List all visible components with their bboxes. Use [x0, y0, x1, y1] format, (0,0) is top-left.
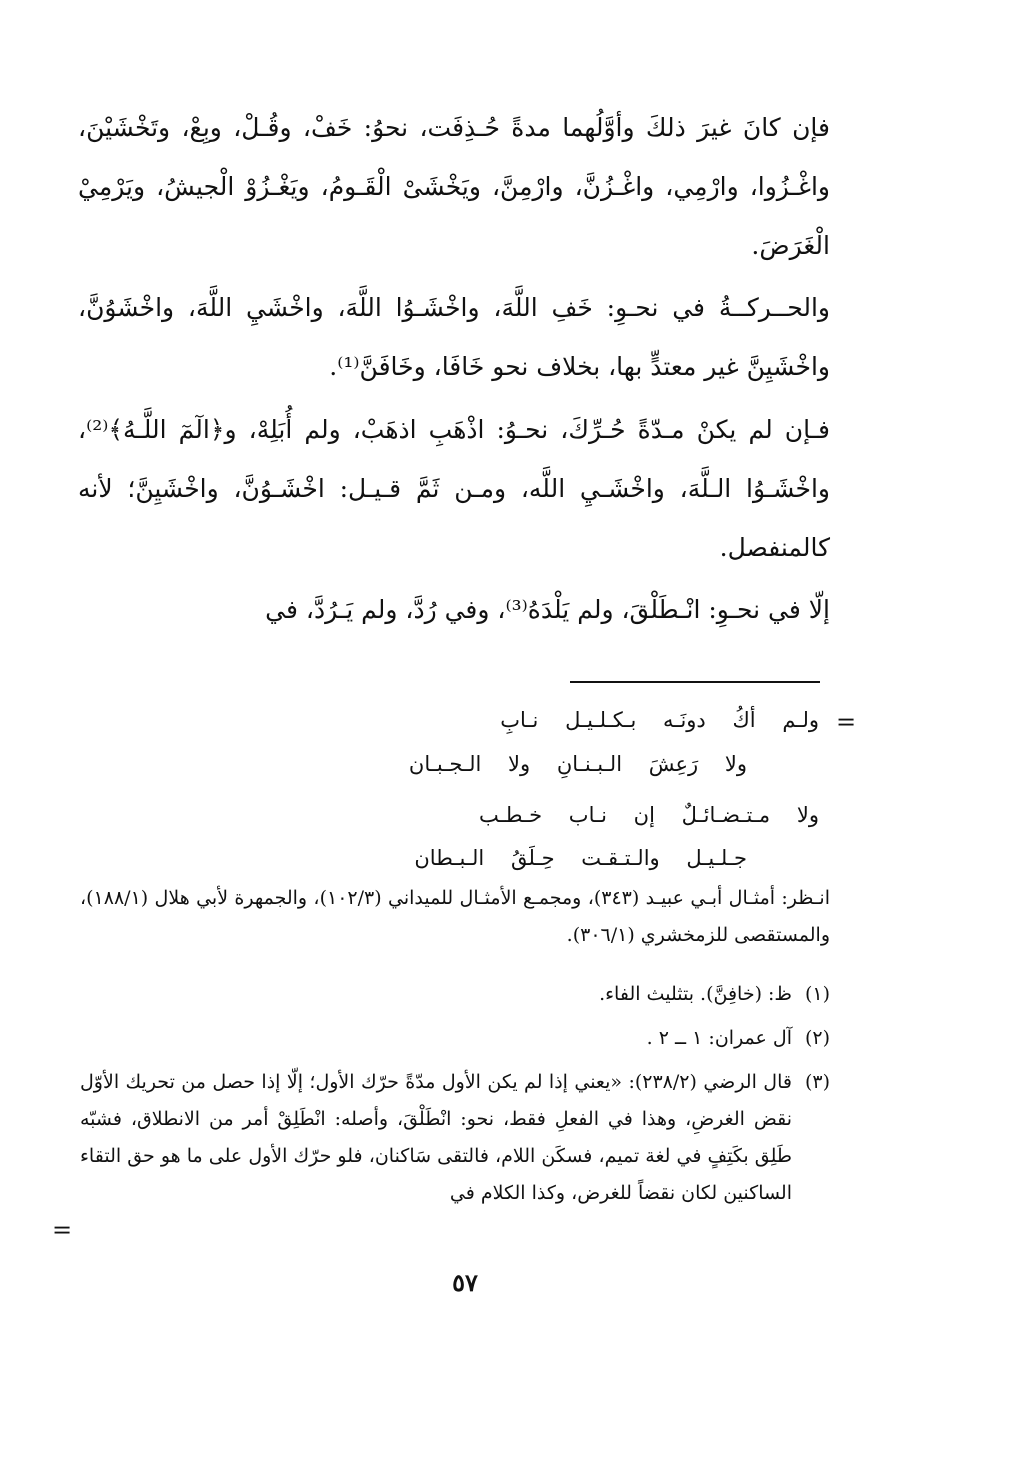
- page-number: ٥٧: [452, 1268, 478, 1297]
- paragraph-2: والحــركــةُ في نحـوِ: خَفِ اللَّهَ، واخْشَـوُا اللَّهَ، واخْشَيِ اللَّهَ، واخْشَوُنَّ، واخْشَيِنَّ غير معتدٍّ بها، بخلاف نحو خَافَا، وخَافَنَّ⁽¹⁾.: [78, 293, 830, 381]
- footnote-separator: [570, 681, 820, 683]
- footnote-text: ظ: (خافِنَّ). بتثليث الفاء.: [599, 983, 792, 1005]
- continuation-mark-top: =: [836, 708, 857, 736]
- paragraph-3: فـإن لم يكنْ مـدّةً حُـرِّكَ، نحـوُ: اذْهَبِ اذهَبْ، ولم أُبَلِهْ، و﴿الٓمٓ اللَّـهُ﴾⁽²⁾، واخْشَـوُا الـلَّهَ، واخْشَـيِ اللَّه، ومـن ثَمَّ قـيـل: اخْشَـوُنَّ، واخْشَيِنَّ؛ لأنه كالمنفصل.: [78, 415, 830, 562]
- footnote-text: قال الرضي (٢٣٨/٢): «يعني إذا لم يكن الأول مدّةً حرّك الأول؛ إلّا إذا حصل من تحريك الأوّل نقض الغرضِ، وهذا في الفعلِ فقط، نحو: انْطَلْقَ، وأصله: انْطَلِقْ أمر من الانطلاق، فشبّه طَلِق بكَتِفٍ في لغة تميم، فسكَن اللام، فالتقى سَاكنان، فلو حرّك الأول على ما هو حق التقاء الساكنين لكان نقضاً للغرض، وكذا الكلام في: [80, 1071, 792, 1204]
- footnote-3: [80, 1064, 830, 1212]
- continuation-mark-bottom: =: [52, 1216, 73, 1244]
- footnote-source-note: انـظر: أمثـال أبـي عبيـد (٣٤٣)، ومجمـع الأمثـال للميداني (١٠٢/٣)، والجمهرة لأبي هلال (١٨٨/١)، والمستقصى للزمخشري (٣٠٦/١).: [80, 887, 830, 946]
- footnote-text: آل عمران: ١ ــ ٢ .: [646, 1027, 792, 1049]
- footnote-number: (٣): [804, 1071, 830, 1093]
- paragraph-1: فإن كانَ غيرَ ذلكَ وأوَّلُهما مدةً حُـذِفَت، نحوُ: خَفْ، وقُـلْ، وبِعْ، وتَخْشَيْنَ، واغْـزُوا، وارْمِي، واغْـزُنَّ، وارْمِنَّ، ويَخْشَىْ الْقَـومُ، ويَغْـزُوْ الْجيشُ، ويَرْمِيْ الْغَرَضَ.: [78, 113, 830, 260]
- footnote-number: (٢): [804, 1027, 830, 1049]
- verse-line-4: جـلـيـل والـتـقـت حِـلَقُ الـبـطان: [414, 846, 747, 870]
- footnote-number: (١): [804, 983, 830, 1005]
- footnote-1: [80, 976, 830, 1013]
- verse-line-1: ولـم أكُ دونَـه بـكـلـيـل نـابِ: [500, 708, 819, 732]
- verse-line-2: ولا رَعِشَ الـبـنـانِ ولا الـجـبـان: [408, 752, 747, 776]
- paragraph-4: إلّا في نحـوِ: انْـطَلْقَ، ولم يَلْدَهُ⁽³⁾، وفي رُدَّ، ولم يَـرُدَّ، في: [265, 595, 830, 624]
- verse-line-3: ولا مـتـضـائـلٌ إن نـاب خـطـب: [478, 803, 819, 827]
- footnote-2: [80, 1020, 830, 1057]
